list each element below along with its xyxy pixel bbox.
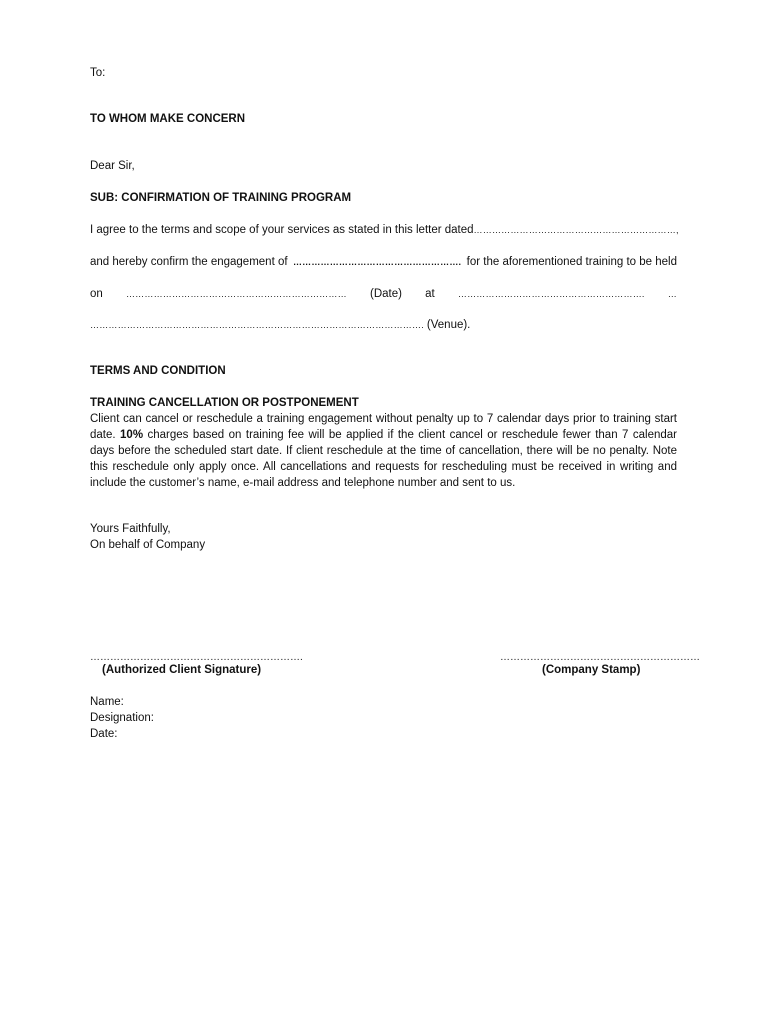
on-label: on (90, 288, 103, 300)
client-signature-label: (Authorized Client Signature) (102, 664, 262, 676)
cancellation-paragraph (90, 411, 677, 491)
venue-blank-continue: … (667, 289, 677, 299)
penalty-percentage: 10% (120, 429, 144, 441)
engagement-blank: ………………………………………………. (292, 257, 462, 267)
date-blank: ……………………………………………………………… (125, 289, 347, 299)
company-stamp-label: (Company Stamp) (542, 664, 641, 676)
at-label: at (425, 288, 435, 300)
venue-blank-start: ……………………………………………………. (457, 289, 645, 299)
paragraph-part-2: charges based on training fee will be applied if the client cancel or reschedule fewer than 7 calendar days before the scheduled start date. If client reschedule at the time of cancellation, there will be no penalty. Note this reschedule only apply once. All cancellations and requests for rescheduling must be received in writing and include the customer’s name, e-mail address and telephone number and sent to us. (90, 429, 677, 489)
date-field-label: Date: (90, 728, 118, 740)
company-stamp-line: …………………………………………………… (500, 652, 700, 663)
venue-line (90, 317, 677, 333)
client-signature-line: ………………………………………………………. (90, 652, 303, 663)
engagement-suffix: for the aforementioned training to be held (466, 256, 677, 268)
subject-line: SUB: CONFIRMATION OF TRAINING PROGRAM (90, 192, 352, 204)
name-label: Name: (90, 696, 124, 708)
venue-label: (Venue). (426, 319, 471, 331)
date-label: (Date) (369, 288, 402, 300)
salutation: Dear Sir, (90, 160, 135, 172)
letter-date-blank: …………………………………………………………, (473, 225, 679, 235)
venue-blank: ………………………………………………………………………………………………. (90, 320, 424, 330)
engagement-line (90, 254, 677, 270)
terms-heading: TERMS AND CONDITION (90, 365, 226, 377)
agreement-line (90, 222, 677, 238)
whom-heading: TO WHOM MAKE CONCERN (90, 113, 246, 125)
to-label: To: (90, 67, 106, 79)
cancellation-heading: TRAINING CANCELLATION OR POSTPONEMENT (90, 397, 359, 409)
on-behalf: On behalf of Company (90, 539, 206, 551)
agreement-text: I agree to the terms and scope of your services as stated in this letter dated (90, 224, 474, 236)
designation-label: Designation: (90, 712, 154, 724)
engagement-prefix: and hereby confirm the engagement of (90, 256, 288, 268)
date-venue-line (90, 286, 677, 302)
paragraph-part-1: Client can cancel or reschedule a training engagement without penalty up to 7 calendar days prior to training start date. (90, 413, 677, 441)
closing: Yours Faithfully, (90, 523, 171, 535)
